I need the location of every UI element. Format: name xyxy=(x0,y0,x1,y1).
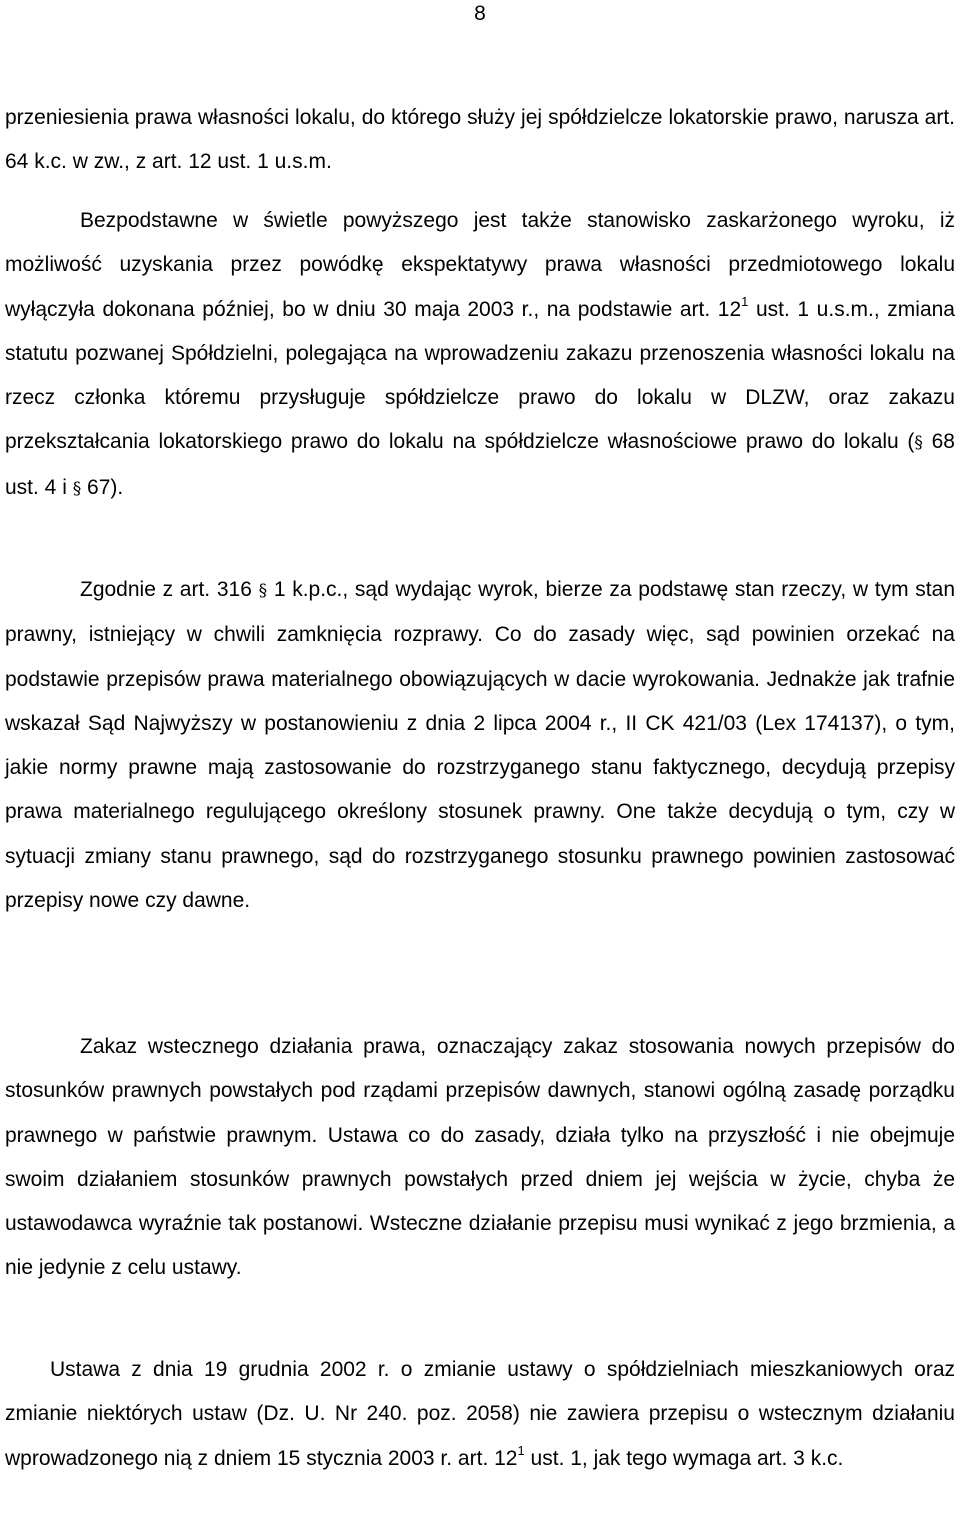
paragraph-body xyxy=(5,199,955,511)
paragraph-text: Zgodnie z art. 316 xyxy=(80,578,259,601)
paragraph-text: Ustawa z dnia 19 grudnia 2002 r. o zmianie ustawy o spółdzielniach mieszkaniowych oraz zmianie niektórych ustaw (Dz. U. Nr 240. poz. 2058) nie zawiera przepisu o wstecznym działaniu wprowadzonego nią z dniem 15 stycznia 2003 r. art. 12 xyxy=(5,1358,955,1470)
paragraph-text: Zakaz wstecznego działania prawa, oznaczający zakaz stosowania nowych przepisów do stosunków prawnych powstałych pod rządami przepisów dawnych, stanowi ogólną zasadę porządku prawnego w państwie prawnym. Ustawa co do zasady, działa tylko na przyszłość i nie obejmuje swoim działaniem stosunków prawnych powstałych przed dniem jej wejścia w życie, chyba że ustawodawca wyraźnie tak postanowi. Wsteczne działanie przepisu musi wynikać z jego brzmienia, a nie jedynie z celu ustawy. xyxy=(5,1035,955,1280)
section-sign: § xyxy=(258,581,268,601)
page-number: 8 xyxy=(474,2,486,25)
paragraph-text: 68 ust. 4 i xyxy=(5,430,955,499)
paragraph-art-316 xyxy=(5,568,955,923)
section-sign: § xyxy=(914,433,923,454)
paragraph-statute-2002 xyxy=(5,1348,955,1481)
paragraph-body xyxy=(5,1348,955,1481)
paragraph-text: Bezpodstawne w świetle powyższego jest także stanowisko zaskarżonego wyroku, iż możliwość uzyskania przez powódkę ekspektatywy prawa własności przedmiotowego lokalu wyłączyła dokonana później, bo w dniu 30 maja 2003 r., na podstawie art. 12 xyxy=(5,209,955,321)
paragraph-text: ust. 1 u.s.m., zmiana statutu pozwanej Spółdzielni, polegająca na wprowadzeniu zakazu przenoszenia własności lokalu na rzecz członka któremu przysługuje spółdzielcze prawo do lokalu w DLZW, oraz zakazu przekształcania lokatorskiego prawo do lokalu na spółdzielcze własnościowe prawo do lokalu ( xyxy=(5,297,955,454)
paragraph-retroactivity xyxy=(5,1025,955,1291)
paragraph-text: 67). xyxy=(81,475,124,499)
paragraph-statute-change xyxy=(5,199,955,511)
section-sign: § xyxy=(72,478,82,499)
superscript: 1 xyxy=(517,1442,525,1458)
paragraph-text: przeniesienia prawa własności lokalu, do którego służy jej spółdzielcze lokatorskie prawo, narusza art. 64 k.c. w zw., z art. 12 ust. 1 u.s.m. xyxy=(5,106,955,174)
paragraph-text: 1 k.p.c., sąd wydając wyrok, bierze za podstawę stan rzeczy, w tym stan prawny, istniejący w chwili zamknięcia rozprawy. Co do zasady więc, sąd powinien orzekać na podstawie przepisów prawa materialnego obowiązujących w dacie wyrokowania. Jednakże jak trafnie wskazał Sąd Najwyższy w postanowieniu z dnia 2 lipca 2004 r., II CK 421/03 (Lex 174137), o tym, jakie normy prawne mają zastosowanie do rozstrzyganego stanu faktycznego, decydują przepisy prawa materialnego regulującego określony stosunek prawny. One także decydują o tym, czy w sytuacji zmiany stanu prawnego, sąd do rozstrzyganego stosunku prawnego powinien zastosować przepisy nowe czy dawne. xyxy=(5,578,956,913)
paragraph-text: ust. 1, jak tego wymaga art. 3 k.c. xyxy=(524,1446,844,1470)
paragraph-body xyxy=(5,568,955,923)
paragraph-continuation xyxy=(5,96,955,185)
superscript: 1 xyxy=(741,293,749,309)
